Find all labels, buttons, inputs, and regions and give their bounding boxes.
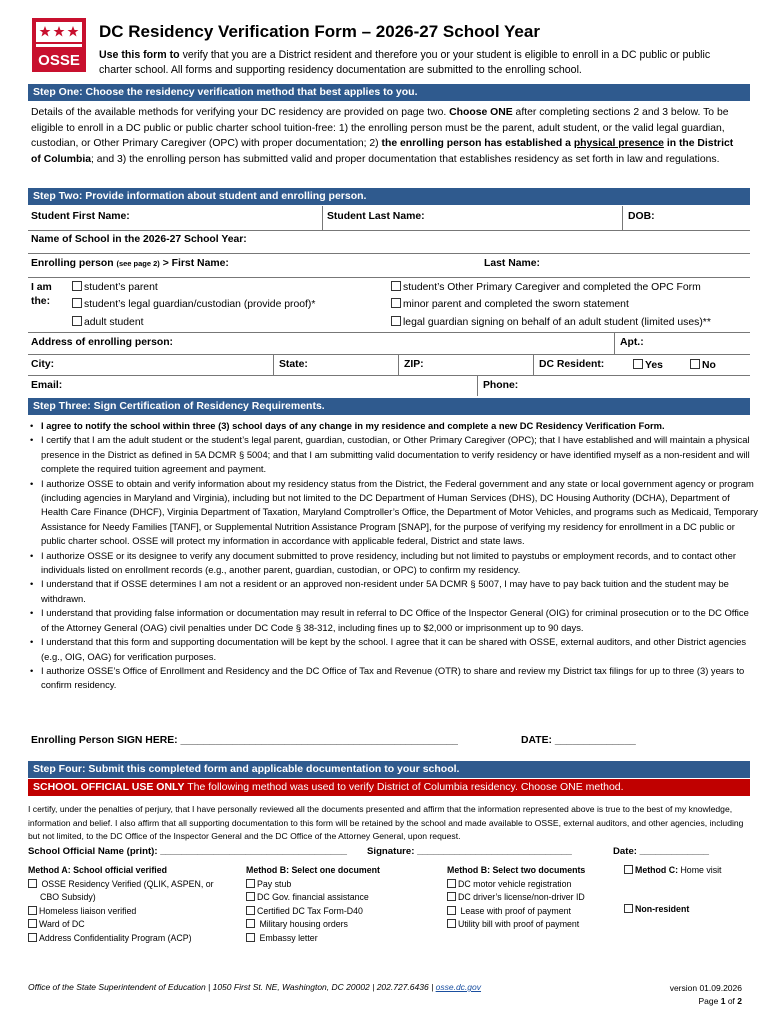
method-b2-option[interactable]: DC driver’s license/non-driver ID <box>447 891 617 905</box>
checkbox[interactable] <box>246 906 255 915</box>
page-number: Page 1 of 2 <box>698 996 742 1006</box>
checkbox[interactable] <box>391 316 401 326</box>
divider <box>28 230 750 231</box>
method-a-column <box>28 864 233 945</box>
official-certification-text: I certify, under the penalties of perjury, that I have personally reviewed all the documents presented and affirm that the information represented above is true to the best of my knowledge, information and belief. I also affirm that all supporting documentation to this form will be retained by the school and made available to OSSE, external auditors, and other agencies, including but not limited, to the DC Office of the Inspector General and the DC Office of the Attorney General, upon request. <box>28 804 744 841</box>
dc-resident-yes[interactable]: Yes <box>633 359 663 371</box>
method-a-option[interactable]: Homeless liaison verified <box>28 905 233 919</box>
logo-text: OSSE <box>38 52 80 69</box>
dc-resident-label: DC Resident: <box>539 359 605 370</box>
divider <box>614 332 615 354</box>
address-label[interactable]: Address of enrolling person: <box>31 337 174 348</box>
email-label[interactable]: Email: <box>31 380 63 391</box>
apt-label[interactable]: Apt.: <box>620 337 644 348</box>
checkbox[interactable] <box>447 906 456 915</box>
checkbox[interactable] <box>28 879 37 888</box>
list-item: • I certify that I am the adult student or the student’s legal parent, guardian, custodian, or Other Primary Caregiver (OPC); that I have established and will maintain a physical presence in the District as defined in 5A DCMR § 5004; and that I am submitting valid documentation to verify residency or have identified myself as a non-resident and will complete the required tuition agreement and payment. <box>41 433 759 476</box>
method-a-option[interactable]: Ward of DC <box>28 918 233 932</box>
intro-text: Use this form to verify that you are a District resident and therefore you or your student is eligible to enroll in a DC public or public charter school. All forms and supporting residency documentation are submitted to the enrolling school. <box>99 49 711 76</box>
divider <box>28 253 750 254</box>
method-b1-option[interactable]: Pay stub <box>246 878 436 892</box>
option-guardian[interactable]: student’s legal guardian/custodian (provide proof)* <box>72 298 315 310</box>
version-text: version 01.09.2026 <box>669 983 742 993</box>
school-name-label[interactable]: Name of School in the 2026-27 School Year: <box>31 234 247 245</box>
checkbox[interactable] <box>72 316 82 326</box>
checkbox[interactable] <box>447 879 456 888</box>
method-b1-column <box>246 864 436 945</box>
divider <box>622 206 623 230</box>
method-b1-option[interactable]: Embassy letter <box>246 932 436 946</box>
divider <box>533 354 534 375</box>
checkbox[interactable] <box>690 359 700 369</box>
student-last-name-label[interactable]: Student Last Name: <box>327 211 425 222</box>
checkbox[interactable] <box>447 919 456 928</box>
dc-resident-no[interactable]: No <box>690 359 716 371</box>
official-date-field[interactable]: Date: _____________ <box>613 846 710 857</box>
divider <box>322 206 323 230</box>
checkbox[interactable] <box>391 281 401 291</box>
checkbox[interactable] <box>28 919 37 928</box>
dob-label[interactable]: DOB: <box>628 211 655 222</box>
option-minor-parent[interactable]: minor parent and completed the sworn statement <box>391 298 629 310</box>
method-c-option[interactable]: Method C: Home visit <box>624 864 749 878</box>
method-b1-option[interactable]: Military housing orders <box>246 918 436 932</box>
checkbox[interactable] <box>246 892 255 901</box>
checkbox[interactable] <box>624 865 633 874</box>
option-adult-student[interactable]: adult student <box>72 316 144 328</box>
method-a-heading: Method A: School official verified <box>28 865 167 875</box>
list-item: • I understand that if OSSE determines I am not a resident or an approved non-resident under 5A DCMR § 5007, I may have to pay back tuition and the student may be withdrawn. <box>41 577 759 606</box>
divider <box>477 375 478 396</box>
enrolling-first-name-label[interactable]: Enrolling person (see page 2) > First Name: <box>31 258 229 269</box>
osse-website-link[interactable]: osse.dc.gov <box>435 982 482 992</box>
checkbox[interactable] <box>633 359 643 369</box>
list-item: • I authorize OSSE’s Office of Enrollment and Residency and the DC Office of Tax and Revenue (OTR) to share and review my District tax filings for up to three (3) years to confirm residency. <box>41 664 759 693</box>
checkbox[interactable] <box>246 919 255 928</box>
list-item: • I understand that this form and supporting documentation will be kept by the school. I agree that it can be shared with OSSE, external auditors, and other District agencies (e.g., OIG, OAG) for verification purposes. <box>41 635 759 664</box>
method-b1-heading: Method B: Select one document <box>246 865 380 875</box>
divider <box>273 354 274 375</box>
step-one-text: Details of the available methods for verifying your DC residency are provided on page two. Choose ONE after completing sections 2 and 3 below. To be eligible to enroll in a DC public or public charter school tuition-free: 1) the enrolling person must be the parent, adult student, or the valid legal guardian, custodian, or Other Primary Caregiver (OPC) with proper documentation; 2) the enrolling person has established a physical presence in the District of Columbia; and 3) the enrolling person has submitted valid and proper documentation that establishes residency as set forth in law and regulations. <box>31 107 734 165</box>
divider <box>28 354 750 355</box>
list-item: • I agree to notify the school within three (3) school days of any change in my residence and complete a new DC Residency Verification Form. <box>41 419 759 433</box>
divider <box>28 277 750 278</box>
option-opc[interactable]: student’s Other Primary Caregiver and completed the OPC Form <box>391 281 701 293</box>
state-label[interactable]: State: <box>279 359 308 370</box>
osse-logo <box>32 18 86 72</box>
method-b2-heading: Method B: Select two documents <box>447 865 586 875</box>
divider <box>28 332 750 333</box>
enrolling-last-name-label[interactable]: Last Name: <box>484 258 541 269</box>
list-item: • I authorize OSSE or its designee to verify any document submitted to prove residency, including but not limited to paystubs or employment records, and to contact other individuals listed on enrollment records (e.g., another parent, guardian, custodian, or OPC) to confirm my residency. <box>41 549 759 578</box>
signature-field[interactable]: Signature: _____________________________ <box>367 846 572 857</box>
footer-address: Office of the State Superintendent of Education | 1050 First St. NE, Washington, DC 20002 | 202.727.6436 | osse.dc.gov <box>28 982 482 992</box>
method-b2-option[interactable]: Lease with proof of payment <box>447 905 617 919</box>
i-am-the-label: I am the: <box>31 282 52 307</box>
zip-label[interactable]: ZIP: <box>404 359 424 370</box>
date-field[interactable]: DATE: ______________ <box>521 735 636 746</box>
student-first-name-label[interactable]: Student First Name: <box>31 211 130 222</box>
method-a-option[interactable]: Address Confidentiality Program (ACP) <box>28 932 233 946</box>
sign-here-field[interactable]: Enrolling Person SIGN HERE: ________________________________________________ <box>31 735 458 746</box>
checkbox[interactable] <box>391 298 401 308</box>
checkbox[interactable] <box>246 879 255 888</box>
city-label[interactable]: City: <box>31 359 55 370</box>
step-three-header: Step Three: Sign Certification of Residency Requirements. <box>28 398 750 415</box>
step-two-header: Step Two: Provide information about student and enrolling person. <box>28 188 750 205</box>
school-official-banner: SCHOOL OFFICIAL USE ONLY The following method was used to verify District of Columbia residency. Choose ONE method. <box>28 779 750 796</box>
checkbox[interactable] <box>72 298 82 308</box>
page-title: DC Residency Verification Form – 2026-27 School Year <box>99 22 540 41</box>
checkbox[interactable] <box>72 281 82 291</box>
official-name-field[interactable]: School Official Name (print): ___________________________________ <box>28 846 347 857</box>
certification-list <box>28 419 759 693</box>
step-four-header: Step Four: Submit this completed form and applicable documentation to your school. <box>28 761 750 778</box>
checkbox[interactable] <box>447 892 456 901</box>
phone-label[interactable]: Phone: <box>483 380 519 391</box>
method-b2-option[interactable]: DC motor vehicle registration <box>447 878 617 892</box>
step-one-header: Step One: Choose the residency verification method that best applies to you. <box>28 84 750 101</box>
divider <box>28 375 750 376</box>
method-b1-option[interactable]: DC Gov. financial assistance <box>246 891 436 905</box>
method-b2-option[interactable]: Utility bill with proof of payment <box>447 918 617 932</box>
list-item: • I authorize OSSE to obtain and verify information about my residency status from the District, the Federal government and any state or local government agency or program (including agencies in Maryland and Virginia), including but not limited to the DC Department of Human Services (DHS), DC Housing Authority (DCHA), Department of Health Care Finance (DHCF), Virginia Department of Taxation, Maryland Comptroller’s Office, the Department of Motor Vehicles, and programs such as Medicaid, Temporary Assistance for Needy Families [TANF], or Supplemental Nutrition Assistance Program [SNAP], for the purpose of verifying my residency for enrollment in a DC public or public charter school. OSSE will protect my information in accordance with applicable federal, District and state laws. <box>41 477 759 549</box>
option-legal-guardian-adult[interactable]: legal guardian signing on behalf of an adult student (limited uses)** <box>391 316 711 328</box>
option-parent[interactable]: student’s parent <box>72 281 158 293</box>
method-b1-option[interactable]: Certified DC Tax Form-D40 <box>246 905 436 919</box>
checkbox[interactable] <box>246 933 255 942</box>
list-item: • I understand that providing false information or documentation may result in referral to DC Office of the Inspector General (OIG) for criminal prosecution or to the DC Office of the Attorney General (OAG) civil penalties under DC Code § 38-312, including fines up to $2,000 or imprisonment up to 90 days. <box>41 606 759 635</box>
checkbox[interactable] <box>28 906 37 915</box>
checkbox[interactable] <box>28 933 37 942</box>
footer-version <box>670 982 742 1008</box>
method-a-option[interactable]: OSSE Residency Verified (QLIK, ASPEN, or CBO Subsidy) <box>28 878 233 905</box>
checkbox[interactable] <box>624 904 633 913</box>
divider <box>398 354 399 375</box>
method-b2-column <box>447 864 617 932</box>
non-resident-option[interactable]: Non-resident <box>624 903 749 917</box>
